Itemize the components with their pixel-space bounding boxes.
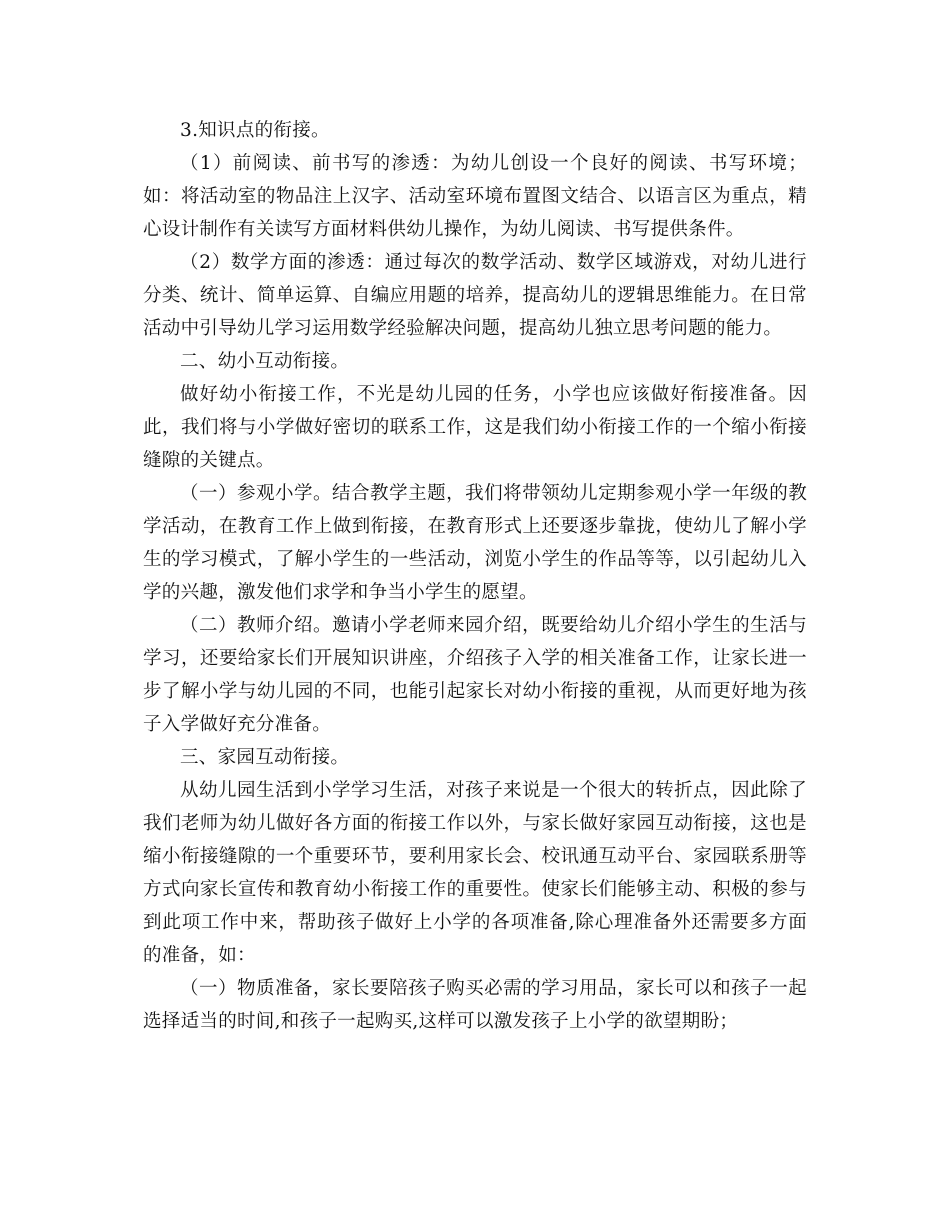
paragraph-reading-writing: （1）前阅读、前书写的渗透：为幼儿创设一个良好的阅读、书写环境；如：将活动室的物品注上汉字、活动室环境布置图文结合、以语言区为重点，精心设计制作有关读写方面材料供幼儿操作，为幼儿阅读、书写提供条件。 [143,153,807,240]
paragraph-school-cooperation: 做好幼小衔接工作，不光是幼儿园的任务，小学也应该做好衔接准备。因此，我们将与小学做好密切的联系工作，这是我们幼小衔接工作的一个缩小衔接缝隙的关键点。 [143,384,807,471]
paragraph-math: （2）数学方面的渗透：通过每次的数学活动、数学区域游戏，对幼儿进行分类、统计、简单运算、自编应用题的培养，提高幼儿的逻辑思维能力。在日常活动中引导幼儿学习运用数学经验解决问题，提高幼儿独立思考问题的能力。 [143,252,807,339]
document-body [143,114,807,1038]
paragraph-material-preparation: （一）物质准备，家长要陪孩子购买必需的学习用品，家长可以和孩子一起选择适当的时间,和孩子一起购买,这样可以激发孩子上小学的欲望期盼； [143,978,807,1032]
paragraph-teacher-introduction: （二）教师介绍。邀请小学老师来园介绍，既要给幼儿介绍小学生的生活与学习，还要给家长们开展知识讲座，介绍孩子入学的相关准备工作，让家长进一步了解小学与幼儿园的不同，也能引起家长对幼小衔接的重视，从而更好地为孩子入学做好充分准备。 [143,615,807,735]
heading-school-interaction: 二、幼小互动衔接。 [180,351,350,372]
paragraph-visit-school: （一）参观小学。结合教学主题，我们将带领幼儿定期参观小学一年级的教学活动，在教育工作上做到衔接，在教育形式上还要逐步靠拢，使幼儿了解小学生的学习模式，了解小学生的一些活动，浏览小学生的作品等等，以引起幼儿入学的兴趣，激发他们求学和争当小学生的愿望。 [143,483,807,603]
paragraph-home-cooperation: 从幼儿园生活到小学学习生活，对孩子来说是一个很大的转折点，因此除了我们老师为幼儿做好各方面的衔接工作以外，与家长做好家园互动衔接，这也是缩小衔接缝隙的一个重要环节，要利用家长会、校讯通互动平台、家园联系册等方式向家长宣传和教育幼小衔接工作的重要性。使家长们能够主动、积极的参与到此项工作中来，帮助孩子做好上小学的各项准备,除心理准备外还需要多方面的准备，如： [143,780,807,966]
heading-knowledge-connection: 3.知识点的衔接。 [180,120,330,141]
heading-home-interaction: 三、家园互动衔接。 [180,747,350,768]
